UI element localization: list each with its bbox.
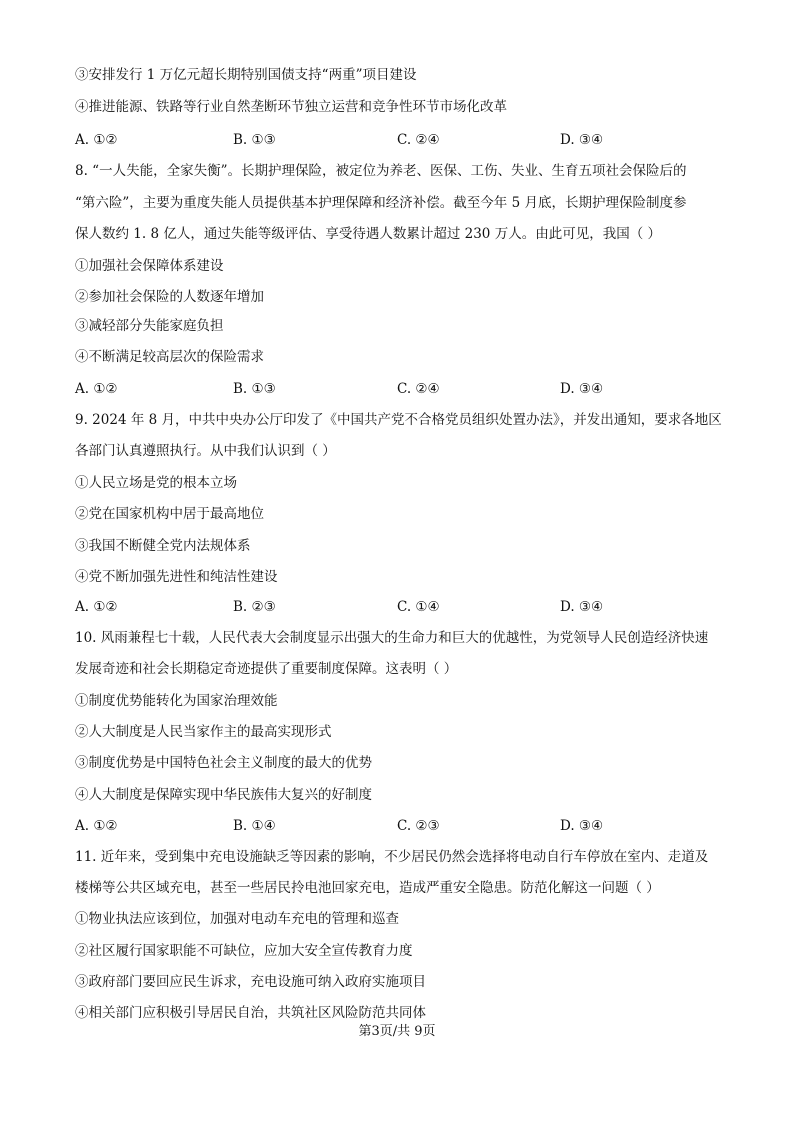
q10-item-2: ②人大制度是人民当家作主的最高实现形式 [75,724,332,740]
q10-item-3: ③制度优势是中国特色社会主义制度的最大的优势 [75,755,372,771]
q8-item-3: ③减轻部分失能家庭负担 [75,318,224,334]
q10-options [75,817,725,835]
q8-stem-line-2: “第六险”，主要为重度失能人员提供基本护理保障和经济补偿。截至今年 5 月底，长期护理保险制度参 [75,195,687,211]
q8-item-2: ②参加社会保险的人数逐年增加 [75,289,264,305]
q11-item-1: ①物业执法应该到位，加强对电动车充电的管理和巡查 [75,911,399,927]
q9-item-3: ③我国不断健全党内法规体系 [75,538,251,554]
q9-option-b[interactable]: B. ②③ [233,599,276,615]
q7-option-c[interactable]: C. ②④ [397,132,440,148]
q7-option-a[interactable]: A. ①② [75,132,118,148]
q11-stem-line-1: 11. 近年来，受到集中充电设施缺乏等因素的影响，不少居民仍然会选择将电动自行车停放在室内、走道及 [75,849,709,865]
q8-option-d[interactable]: D. ③④ [560,381,604,397]
q8-option-a[interactable]: A. ①② [75,381,118,397]
q9-item-1: ①人民立场是党的根本立场 [75,475,237,491]
q9-stem-line-2: 各部门认真遵照执行。从中我们认识到（ ） [75,443,336,459]
q7-option-d[interactable]: D. ③④ [560,132,604,148]
q7-item-3: ③安排发行 1 万亿元超长期特别国债支持“两重”项目建设 [75,67,417,83]
q9-option-c[interactable]: C. ①④ [397,599,440,615]
q9-item-2: ②党在国家机构中居于最高地位 [75,506,264,522]
q8-options [75,380,725,398]
q9-option-a[interactable]: A. ①② [75,599,118,615]
q10-stem-line-1: 10. 风雨兼程七十载，人民代表大会制度显示出强大的生命力和巨大的优越性，为党领导人民创造经济快速 [75,630,709,646]
q10-option-b[interactable]: B. ①④ [233,818,276,834]
q9-option-d[interactable]: D. ③④ [560,599,604,615]
q9-item-4: ④党不断加强先进性和纯洁性建设 [75,569,278,585]
q7-options [75,131,725,149]
q11-item-3: ③政府部门要回应民生诉求，充电设施可纳入政府实施项目 [75,974,426,990]
q9-stem-line-1: 9. 2024 年 8 月，中共中央办公厅印发了《中国共产党不合格党员组织处置办法》，并发出通知，要求各地区 [75,412,722,428]
q10-option-a[interactable]: A. ①② [75,818,118,834]
q9-options [75,598,725,616]
q11-item-2: ②社区履行国家职能不可缺位，应加大安全宣传教育力度 [75,943,413,959]
q7-item-4: ④推进能源、铁路等行业自然垄断环节独立运营和竞争性环节市场化改革 [75,99,507,115]
q8-option-c[interactable]: C. ②④ [397,381,440,397]
q10-stem-line-2: 发展奇迹和社会长期稳定奇迹提供了重要制度保障。这表明（ ） [75,661,458,677]
q10-option-d[interactable]: D. ③④ [560,818,604,834]
page-number: 第3页/共 9页 [358,1024,436,1039]
q8-item-1: ①加强社会保障体系建设 [75,258,224,274]
q8-option-b[interactable]: B. ①③ [233,381,276,397]
q8-stem-line-1: 8. “一人失能，全家失衡”。长期护理保险，被定位为养老、医保、工伤、失业、生育五项社会保险后的 [75,163,687,179]
q8-stem-line-3: 保人数约 1. 8 亿人，通过失能等级评估、享受待遇人数累计超过 230 万人。由此可见，我国（ ） [75,226,661,242]
q8-item-4: ④不断满足较高层次的保险需求 [75,349,264,365]
q11-stem-line-2: 楼梯等公共区域充电，甚至一些居民拎电池回家充电，造成严重安全隐患。防范化解这一问题（ ） [75,880,660,896]
q11-item-4: ④相关部门应积极引导居民自治，共筑社区风险防范共同体 [75,1005,426,1021]
q10-item-4: ④人大制度是保障实现中华民族伟大复兴的好制度 [75,787,372,803]
q7-option-b[interactable]: B. ①③ [233,132,276,148]
q10-item-1: ①制度优势能转化为国家治理效能 [75,693,278,709]
q10-option-c[interactable]: C. ②③ [397,818,440,834]
